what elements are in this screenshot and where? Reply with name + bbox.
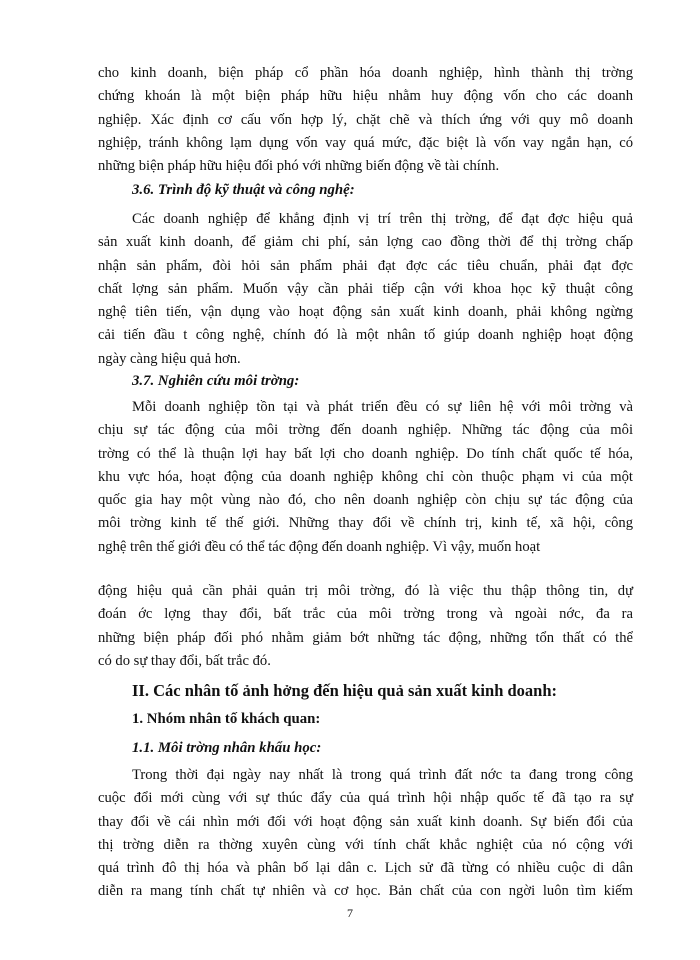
page-number: 7: [347, 906, 353, 920]
text-line: có do sự thay đổi, bất trắc đó.: [98, 652, 271, 669]
section-heading-1-1: 1.1. Môi trờng nhân khẩu học:: [132, 740, 322, 756]
text-line: sản xuất kinh doanh, để giảm chi phí, sản lợng cao đồng thời để thị trờng chấp: [98, 234, 633, 251]
text-line: Các doanh nghiệp để khẳng định vị trí trên thị trờng, để đạt đợc hiệu quả: [132, 211, 633, 227]
text-line: nhận sản phẩm, đòi hỏi sản phẩm phải đạt đợc các tiêu chuẩn, phải đạt đợc: [98, 257, 633, 274]
section-heading-3-7: 3.7. Nghiên cứu môi trờng:: [132, 373, 300, 389]
paragraph-environment: [98, 396, 633, 559]
text-line: môi trờng kinh tế thế giới. Những thay đổi về chính trị, kinh tế, xã hội, công: [98, 515, 633, 532]
chapter-heading-II: II. Các nhân tố ảnh hởng đến hiệu quả sản xuất kinh doanh:: [132, 681, 558, 700]
text-line: nghệ trên thế giới đều có thể tác động đến doanh nghiệp. Vì vậy, muốn hoạt: [98, 538, 541, 555]
text-line: diễn ra mang tính chất tự nhiên và cơ học. Bản chất của con ngời luôn tìm kiếm: [98, 883, 633, 900]
text-line: đoán ớc lợng thay đổi, bất trắc của môi trờng trong và ngoài nớc, đa ra: [98, 606, 633, 623]
text-line: những biện pháp hữu hiệu đối phó với những biến động về tài chính.: [98, 158, 500, 175]
text-line: nghiệp, tránh không lạm dụng vốn vay quá mức, đặc biệt là vốn vay ngắn hạn, có: [98, 134, 633, 151]
text-line: nghệ tiên tiến, vận dụng vào hoạt động sản xuất kinh doanh, phải không ngừng: [98, 304, 633, 321]
text-line: ngày càng hiệu quả hơn.: [98, 350, 241, 367]
text-line: thay đổi về cái nhìn mới đối với hoạt động sản xuất kinh doanh. Sự biến đổi của: [98, 813, 633, 830]
text-line: trờng có thể là thuận lợi hay bất lợi cho doanh nghiệp. Do tính chất quốc tế hóa,: [98, 445, 633, 462]
text-line: quá trình đô thị hóa và phân bố lại dân c. Lịch sử đã từng có nhiều cuộc di dân: [98, 860, 633, 877]
text-line: cuộc đổi mới cùng với sự thúc đẩy của quá trình hội nhập quốc tế đã tạo ra sự: [98, 790, 633, 807]
text-line: khu vực hóa, hoạt động của doanh nghiệp không chỉ còn thuộc phạm vi của một: [98, 468, 633, 485]
text-line: cho kinh doanh, biện pháp cổ phần hóa doanh nghiệp, hình thành thị trờng: [98, 65, 633, 81]
text-line: cải tiến đầu t công nghệ, chính đó là một nhân tố giúp doanh nghiệp hoạt động: [98, 327, 633, 344]
paragraph-capital-measures: [98, 62, 633, 178]
text-line: chất lợng sản phẩm. Muốn vậy cần phải tiếp cận với khoa học kỹ thuật công: [98, 280, 633, 297]
text-line: Trong thời đại ngày nay nhất là trong quá trình đất nớc ta đang trong công: [132, 767, 633, 783]
text-line: chứng khoán là một biện pháp hữu hiệu nhằm huy động vốn cho các doanh: [98, 88, 633, 105]
section-heading-1: 1. Nhóm nhân tố khách quan:: [132, 711, 321, 727]
paragraph-technology: [98, 208, 633, 371]
text-line: động hiệu quả cần phải quản trị môi trờng, đó là việc thu thập thông tin, dự: [98, 583, 633, 599]
text-line: Mỗi doanh nghiệp tồn tại và phát triển đều có sự liên hệ với môi trờng và: [132, 399, 633, 415]
text-line: những biện pháp đối phó nhằm giảm bớt những tác động, những tổn thất có thể: [98, 629, 633, 646]
paragraph-environment-management: [98, 580, 633, 673]
text-line: nghiệp. Xác định cơ cấu vốn hợp lý, chặt chẽ và thích ứng với quy mô doanh: [98, 111, 633, 128]
section-heading-3-6: 3.6. Trình độ kỹ thuật và công nghệ:: [132, 182, 355, 198]
paragraph-demographics: [98, 764, 633, 904]
text-line: quốc gia hay một vùng nào đó, cho nên doanh nghiệp còn chịu sự tác động của: [98, 492, 633, 509]
text-line: thị trờng diễn ra thờng xuyên cùng với tính chất khắc nghiệt của nó cộng với: [98, 836, 633, 853]
text-line: chịu sự tác động của môi trờng đến doanh nghiệp. Những tác động của môi: [98, 422, 633, 439]
